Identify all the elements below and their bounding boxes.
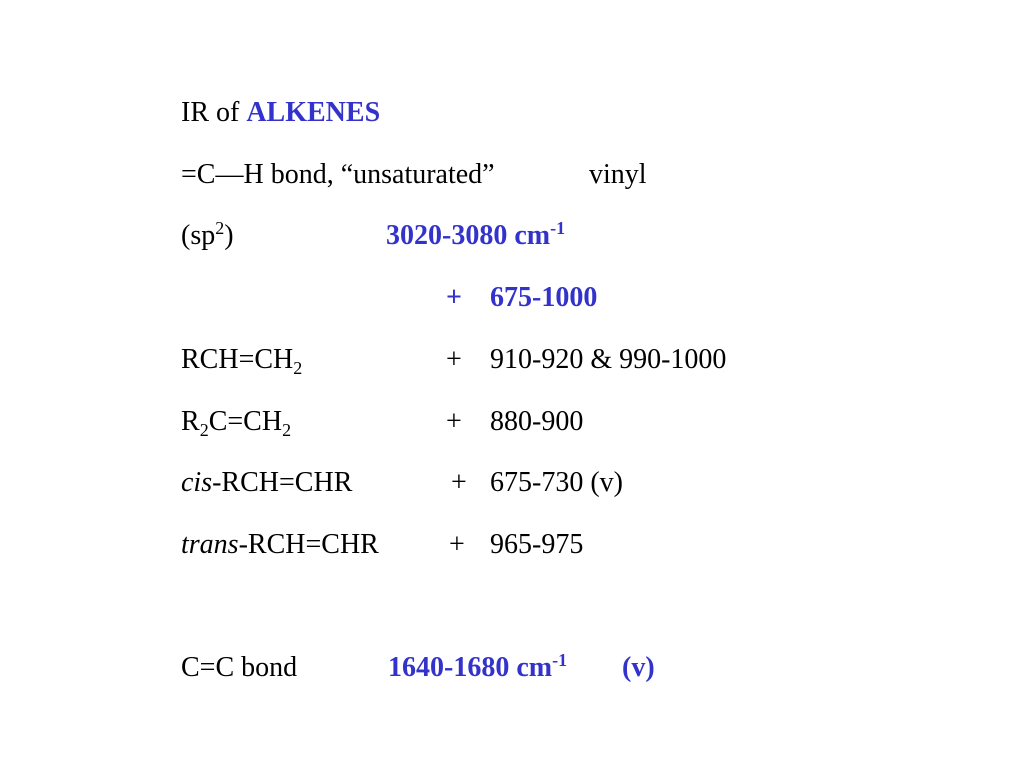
cc-bond-range-value: 1640-1680 cm: [388, 652, 553, 683]
sp2-superscript: 2: [215, 218, 225, 238]
row-name: [181, 406, 292, 440]
row-name-sub: 2: [282, 420, 292, 440]
row-name: [181, 529, 379, 560]
cc-bond-label: C=C bond: [181, 652, 298, 683]
row-name-sub: 2: [293, 358, 303, 378]
ch-bond-label: =C—H bond, “unsaturated”: [181, 159, 495, 190]
row-name: [181, 344, 303, 378]
row-prefix-italic: trans: [181, 529, 239, 560]
row-name-base: -RCH=CHR: [238, 529, 379, 560]
row-plus: +: [446, 406, 462, 437]
ch-bond-type: vinyl: [589, 159, 647, 190]
sp2-open: (sp: [181, 220, 216, 251]
ch-bond-line: [181, 158, 647, 192]
oop-plus: +: [446, 282, 462, 313]
row-plus: +: [449, 529, 465, 560]
row-value: 675-730 (v): [490, 467, 623, 498]
slide-title: [181, 96, 380, 130]
row-name-base: -RCH=CHR: [212, 467, 353, 498]
row-plus: +: [451, 467, 467, 498]
row-r2c-ch2: [181, 405, 584, 440]
row-value: 965-975: [490, 529, 584, 560]
cc-bond-range: [388, 651, 567, 685]
row-name-base: RCH=CH: [181, 344, 294, 375]
sp2-range-value: 3020-3080 cm: [386, 220, 551, 251]
row-name-mid: C=CH: [208, 406, 283, 437]
row-value: 880-900: [490, 406, 584, 437]
title-highlight: ALKENES: [246, 97, 381, 128]
row-prefix-italic: cis: [181, 467, 213, 498]
title-prefix: IR of: [181, 97, 247, 128]
oop-range: 675-1000: [490, 282, 598, 313]
row-name: [181, 467, 352, 498]
row-name-r: R: [181, 406, 200, 437]
sp2-range: [386, 219, 565, 253]
cc-bond-note: (v): [622, 652, 655, 683]
row-cis: [181, 466, 623, 500]
row-plus: +: [446, 344, 462, 375]
row-trans: [181, 528, 584, 562]
sp2-line: [181, 218, 566, 253]
cc-bond-unit-exp: -1: [552, 650, 568, 670]
sp2-unit-exp: -1: [550, 218, 566, 238]
row-value: 910-920 & 990-1000: [490, 344, 727, 375]
cc-bond-line: [181, 650, 655, 685]
row-name-r-sub: 2: [199, 420, 209, 440]
sp2-close: ): [224, 220, 234, 251]
row-rch-ch2: [181, 343, 727, 378]
